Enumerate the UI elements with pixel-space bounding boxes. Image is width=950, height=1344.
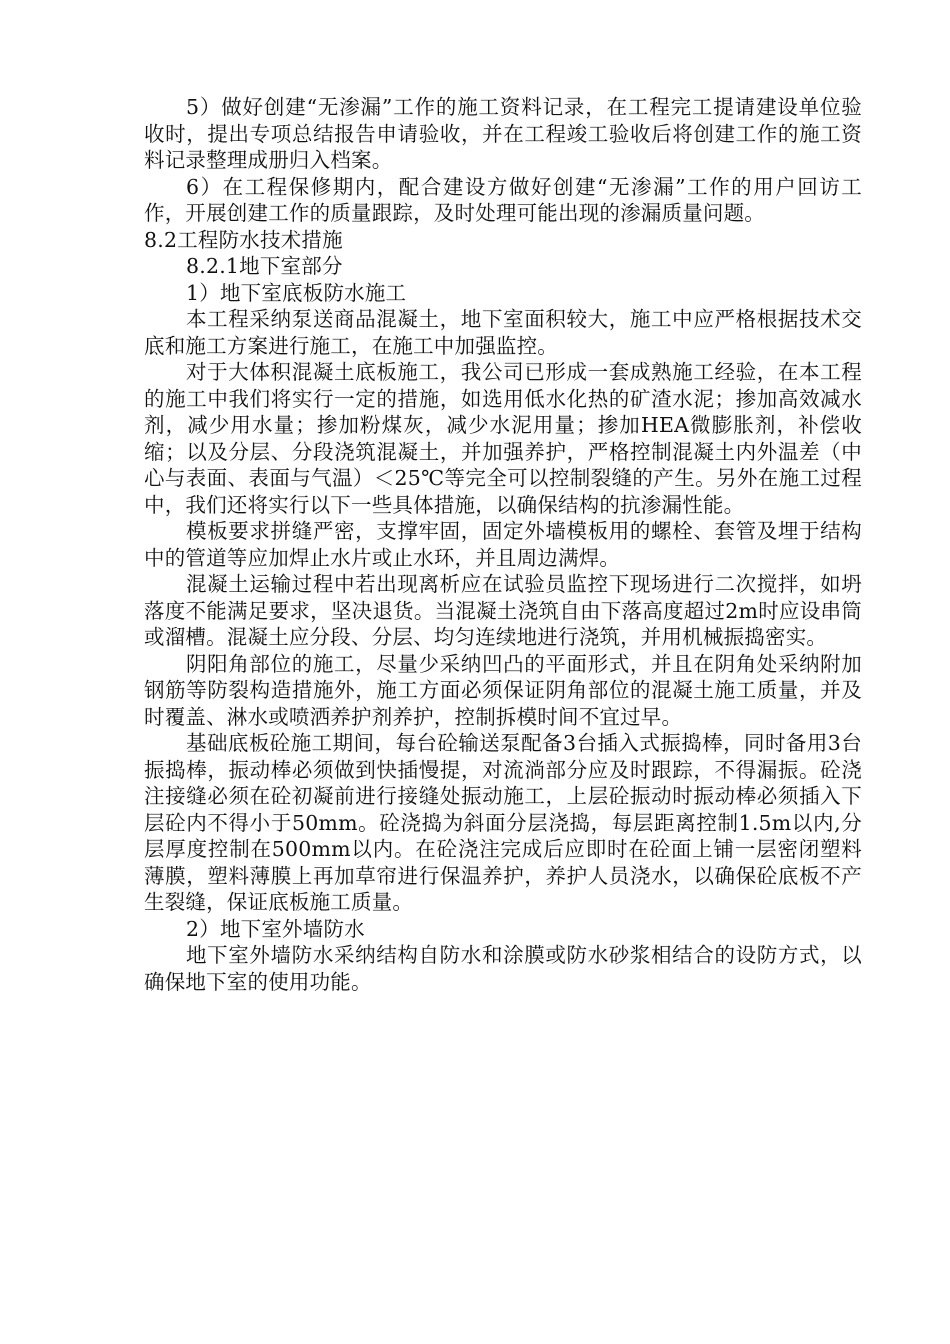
body-paragraph: 地下室外墙防水采纳结构自防水和涂膜或防水砂浆相结合的设防方式，以确保地下室的使用功能。 [144, 943, 862, 994]
section-heading-8-2: 8.2工程防水技术措施 [144, 227, 343, 252]
document-body [144, 94, 862, 995]
paragraph-item-6: 6）在工程保修期内，配合建设方做好创建“无渗漏”工作的用户回访工作，开展创建工作的质量跟踪，及时处理可能出现的渗漏质量问题。 [144, 174, 862, 225]
body-paragraph: 模板要求拼缝严密，支撑牢固，固定外墙模板用的螺栓、套管及埋于结构中的管道等应加焊止水片或止水环，并且周边满焊。 [144, 519, 862, 570]
body-paragraph: 混凝土运输过程中若出现离析应在试验员监控下现场进行二次搅拌，如坍落度不能满足要求，坚决退货。当混凝土浇筑自由下落高度超过2m时应设串筒或溜槽。混凝土应分段、分层、均匀连续地进行浇筑，并用机械振捣密实。 [144, 572, 862, 649]
body-paragraph: 对于大体积混凝土底板施工，我公司已形成一套成熟施工经验，在本工程的施工中我们将实行一定的措施，如选用低水化热的矿渣水泥；掺加高效减水剂，减少用水量；掺加粉煤灰，减少水泥用量；掺加HEA微膨胀剂，补偿收缩；以及分层、分段浇筑混凝土，并加强养护，严格控制混凝土内外温差（中心与表面、表面与气温）＜25℃等完全可以控制裂缝的产生。另外在施工过程中，我们还将实行以下一些具体措施，以确保结构的抗渗漏性能。 [144, 360, 862, 517]
item-heading-basement-floor: 1）地下室底板防水施工 [186, 280, 407, 305]
body-paragraph: 阴阳角部位的施工，尽量少采纳凹凸的平面形式，并且在阴角处采纳附加钢筋等防裂构造措施外，施工方面必须保证阴角部位的混凝土施工质量，并及时覆盖、淋水或喷洒养护剂养护，控制拆模时间不宜过早。 [144, 651, 862, 729]
body-paragraph: 本工程采纳泵送商品混凝土，地下室面积较大，施工中应严格根据技术交底和施工方案进行施工，在施工中加强监控。 [144, 307, 862, 358]
subsection-heading-8-2-1: 8.2.1地下室部分 [186, 254, 343, 278]
item-heading-basement-wall: 2）地下室外墙防水 [186, 916, 365, 941]
body-paragraph: 基础底板砼施工期间，每台砼输送泵配备3台插入式振捣棒，同时备用3台振捣棒，振动棒必须做到快插慢提，对流淌部分应及时跟踪，不得漏振。砼浇注接缝必须在砼初凝前进行接缝处振动施工，上层砼振动时振动棒必须插入下层砼内不得小于50mm。砼浇捣为斜面分层浇捣，每层距离控制1.5m以内,分层厚度控制在500mm以内。在砼浇注完成后应即时在砼面上铺一层密闭塑料薄膜，塑料薄膜上再加草帘进行保温养护，养护人员浇水，以确保砼底板不产生裂缝，保证底板施工质量。 [144, 731, 862, 914]
paragraph-item-5: 5）做好创建“无渗漏”工作的施工资料记录，在工程完工提请建设单位验收时，提出专项总结报告申请验收，并在工程竣工验收后将创建工作的施工资料记录整理成册归入档案。 [144, 95, 862, 172]
